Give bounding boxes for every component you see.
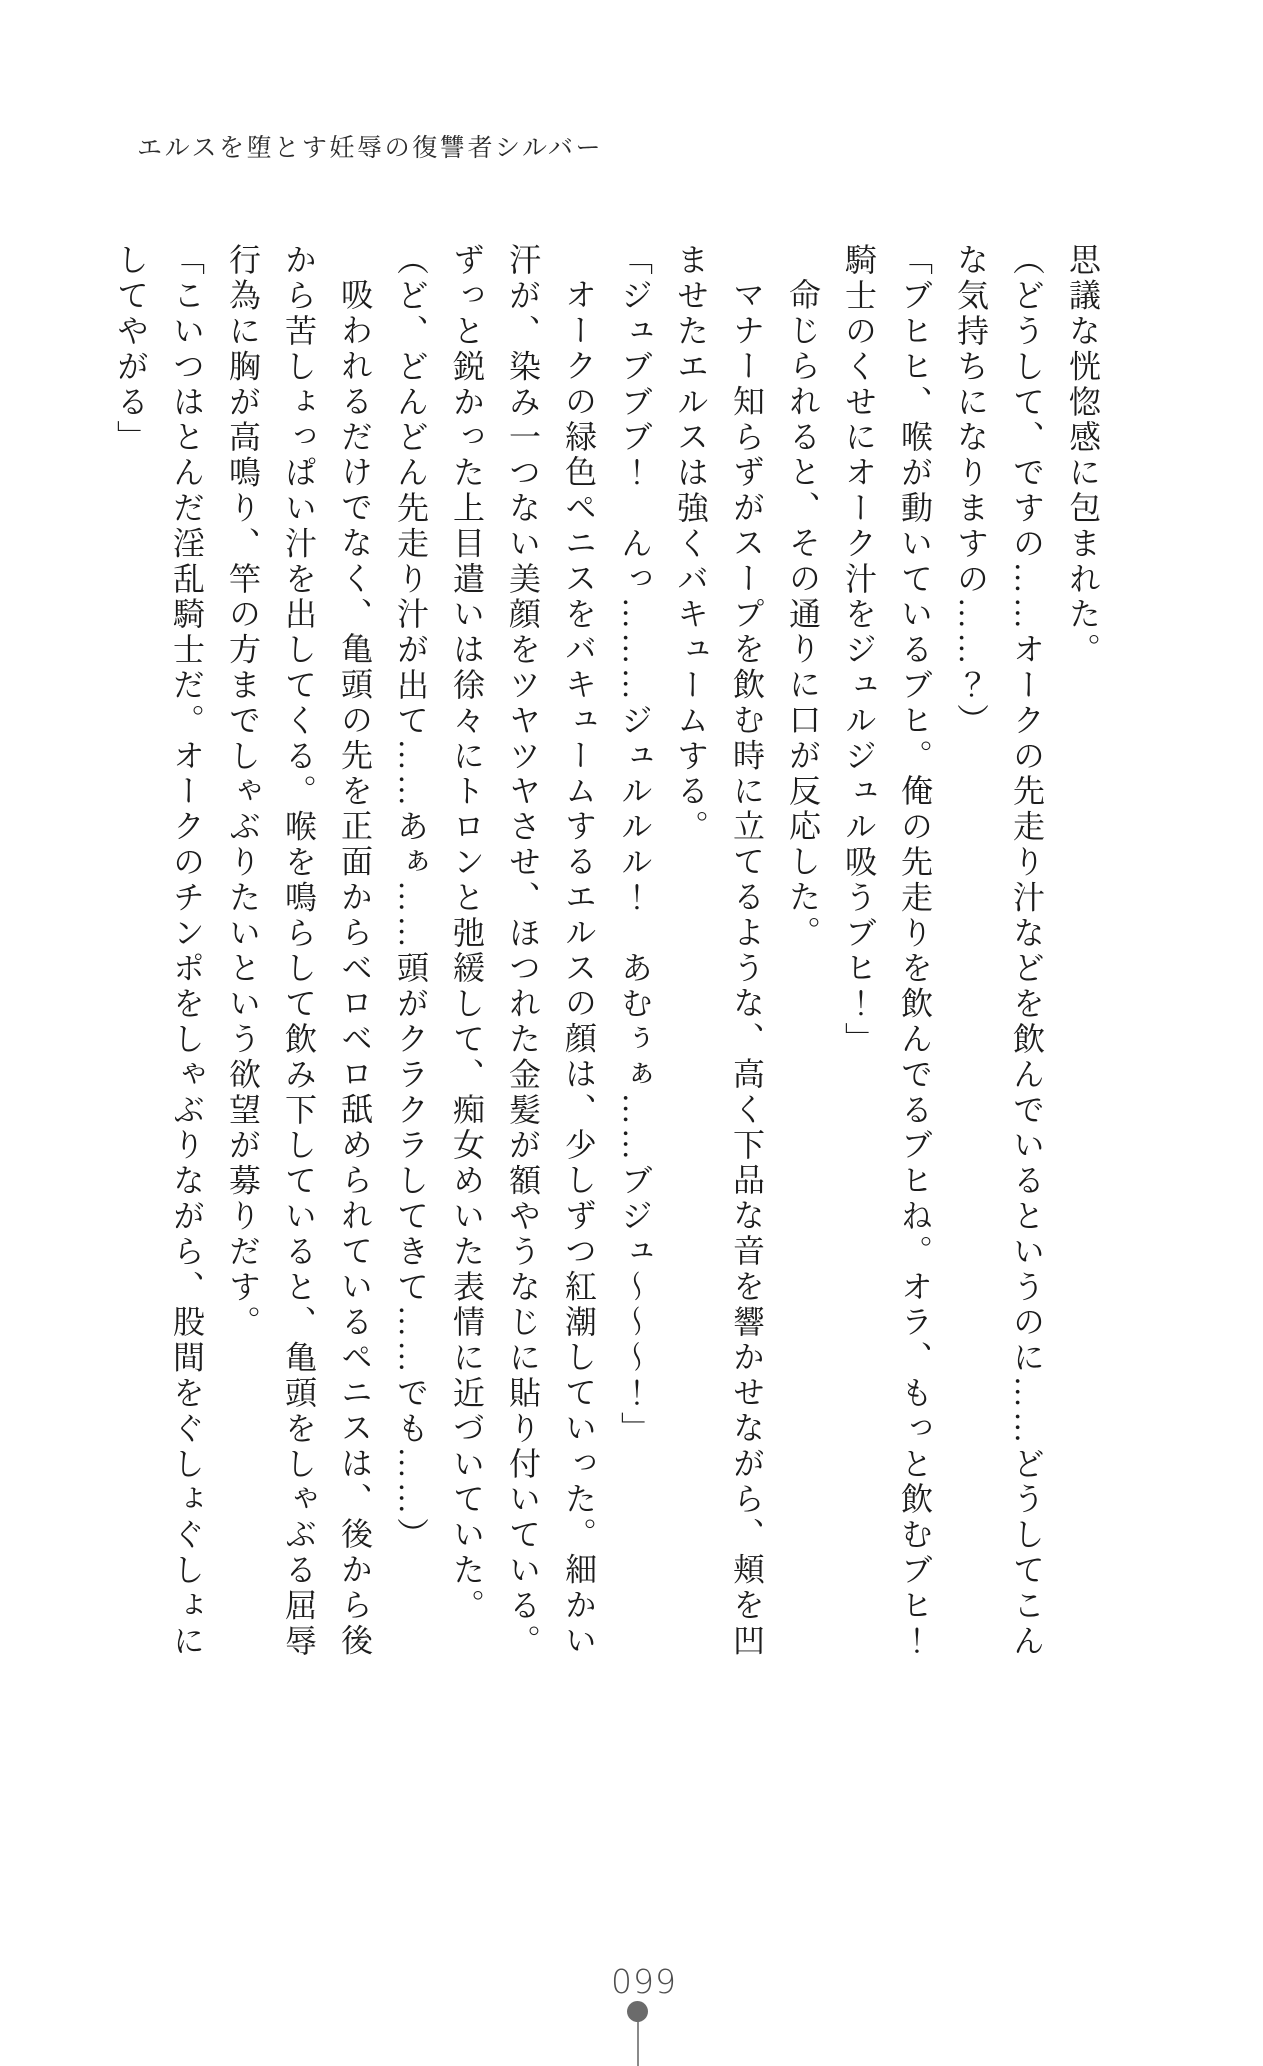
paragraph: 「ブヒヒ、喉が動いているブヒ。俺の先走りを飲んでるブヒね。オラ、もっと飲むブヒ！騎士のくせにオーク汁をジュルジュル吸うブヒ！」 [841,243,933,1659]
paragraph: マナー知らずがスープを飲む時に立てるような、高く下品な音を響かせながら、頬を凹ませたエルスは強くバキュームする。 [673,243,765,1659]
paragraph: 吸われるだけでなく、亀頭の先を正面からベロベロ舐められているペニスは、後から後から苦しょっぱい汁を出してくる。喉を鳴らして飲み下していると、亀頭をしゃぶる屈辱行為に胸が高鳴り、竿の方までしゃぶりたいという欲望が募りだす。 [225,243,373,1659]
running-head-title: エルスを堕とす妊辱の復讐者シルバー [137,135,604,162]
paragraph: 命じられると、その通りに口が反応した。 [785,278,821,951]
page-number: 099 [611,1962,677,2001]
paragraph: オークの緑色ペニスをバキュームするエルスの顔は、少しずつ紅潮していった。細かい汗が、染み一つない美顔をツヤツヤさせ、ほつれた金髪が額やうなじに貼り付いている。ずっと鋭かった上目遣いは徐々にトロンと弛緩して、痴女めいた表情に近づいていた。 [449,243,597,1659]
body-text-block [101,243,1111,1663]
footer-dot-icon [627,2001,648,2022]
paragraph: 思議な恍惚感に包まれた。 [1065,243,1101,668]
paragraph: （ど、どんどん先走り汁が出て……あぁ……頭がクラクラしてきて……でも……） [393,243,429,1553]
paragraph: 「ジュブブブ！ んっ………ジュルルル！ あむぅぁ……ブジュ〜〜〜！」 [617,243,653,1447]
paragraph: 「こいつはとんだ淫乱騎士だ。オークのチンポをしゃぶりながら、股間をぐしょぐしょにしてやがる」 [113,243,205,1659]
paragraph: （どうして、ですの……オークの先走り汁などを飲んでいるというのに……どうしてこんな気持ちになりますの……？） [953,243,1045,1659]
